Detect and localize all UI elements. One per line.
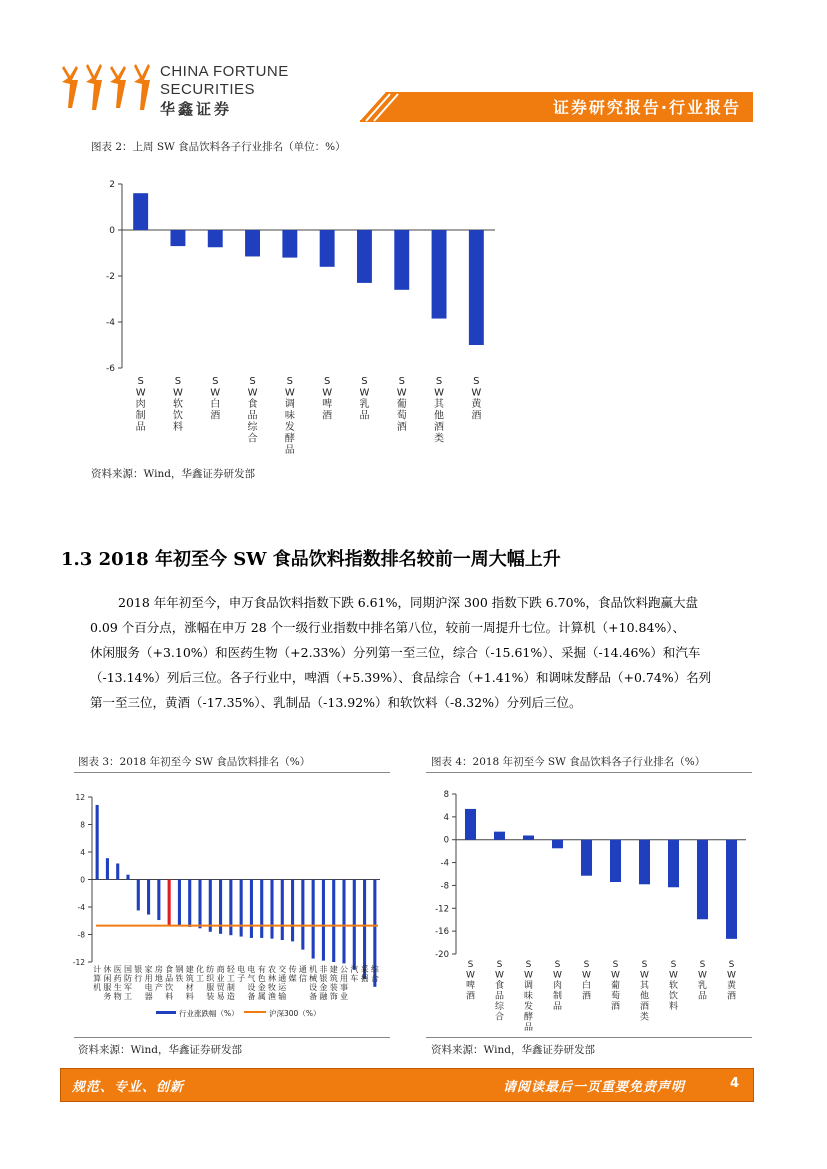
page-number: 4 bbox=[730, 1076, 740, 1091]
x-tick-label: 有色金属 bbox=[257, 965, 266, 1001]
bar bbox=[240, 880, 243, 937]
figure4-top-rule bbox=[426, 772, 752, 773]
bar bbox=[494, 832, 505, 840]
bar bbox=[157, 880, 160, 921]
company-name-en-line2: SECURITIES bbox=[160, 81, 256, 98]
bar bbox=[147, 880, 150, 915]
x-tick-label: S W 软饮料 bbox=[668, 960, 679, 1012]
bar bbox=[198, 880, 201, 929]
x-tick-label: S W 黄酒 bbox=[471, 376, 482, 422]
legend-label-line: 沪深300（%） bbox=[269, 1009, 321, 1018]
x-tick-label: S W 肉制品 bbox=[552, 960, 563, 1012]
figure2-source: 资料来源：Wind，华鑫证券研发部 bbox=[91, 468, 255, 480]
bar bbox=[322, 880, 325, 961]
x-tick-label: 轻工制造 bbox=[226, 965, 235, 1001]
bar bbox=[126, 875, 129, 880]
x-tick-label: 医药生物 bbox=[113, 965, 122, 1001]
y-tick-label: 0 bbox=[109, 226, 115, 236]
company-logo bbox=[56, 58, 156, 118]
figure3-source: 资料来源：Wind，华鑫证券研发部 bbox=[78, 1044, 242, 1056]
figure3-chart bbox=[74, 780, 390, 1030]
x-tick-label: 农林牧渔 bbox=[268, 965, 276, 1001]
x-tick-label: S W 白酒 bbox=[581, 960, 592, 1002]
figure4-caption: 图表 4：2018 年初至今 SW 食品饮料各子行业排名（%） bbox=[431, 756, 706, 768]
bar bbox=[245, 230, 260, 256]
company-name-en-line1: CHINA FORTUNE bbox=[160, 63, 289, 80]
bar bbox=[250, 880, 253, 938]
x-tick-label: S W 软饮料 bbox=[172, 376, 183, 433]
figure4-bottom-rule bbox=[426, 1037, 752, 1038]
paragraph-line: 2018 年年初至今，申万食品饮料指数下跌 6.61%，同期沪深 300 指数下跌 6.70%，食品饮料跑赢大盘 bbox=[118, 595, 698, 610]
x-tick-label: 汽车 bbox=[350, 965, 359, 983]
footer-slogan: 规范、专业、创新 bbox=[72, 1080, 185, 1095]
x-tick-label: S W 啤酒 bbox=[322, 376, 333, 422]
bar bbox=[270, 880, 273, 939]
x-tick-label: 机械设备 bbox=[309, 965, 318, 1001]
bar bbox=[312, 880, 315, 959]
y-tick-label: -16 bbox=[435, 927, 449, 938]
bar bbox=[209, 880, 212, 932]
x-tick-label: S W 其他酒类 bbox=[639, 960, 650, 1023]
bar bbox=[106, 858, 109, 879]
paragraph-line: 休闲服务（+3.10%）和医药生物（+2.33%）分列第一至三位，综合（-15.61%）、采掘（-14.46%）和汽车 bbox=[90, 645, 701, 660]
bar bbox=[188, 880, 191, 927]
y-tick-label: -8 bbox=[77, 930, 85, 940]
x-tick-label: S W 乳品 bbox=[697, 960, 708, 1002]
x-tick-label: 建筑装饰 bbox=[329, 965, 338, 1001]
company-name-cn: 华鑫证券 bbox=[160, 100, 233, 118]
y-tick-label: -20 bbox=[435, 950, 449, 960]
bar bbox=[96, 805, 99, 880]
figure3-caption: 图表 3：2018 年初至今 SW 食品饮料排名（%） bbox=[78, 756, 311, 768]
company-name-en bbox=[160, 63, 289, 99]
bar bbox=[342, 880, 345, 964]
figure3-bottom-rule bbox=[74, 1037, 390, 1038]
x-tick-label: 食品饮料 bbox=[165, 965, 174, 1001]
bar bbox=[332, 880, 335, 963]
x-tick-label: 银行 bbox=[134, 965, 143, 983]
report-type-title: 证券研究报告·行业报告 bbox=[552, 98, 741, 117]
x-tick-label: S W 肉制品 bbox=[135, 376, 146, 433]
bar bbox=[116, 863, 119, 879]
x-tick-label: 钢铁 bbox=[175, 965, 184, 983]
footer-disclaimer-link[interactable]: 请阅读最后一页重要免责声明 bbox=[502, 1080, 685, 1095]
bar bbox=[178, 880, 181, 926]
x-tick-label: 房地产 bbox=[154, 965, 163, 992]
y-tick-label: 0 bbox=[443, 835, 449, 846]
bar bbox=[291, 880, 294, 942]
bar bbox=[639, 840, 650, 885]
x-tick-label: S W 白酒 bbox=[210, 376, 221, 422]
x-tick-label: 电子 bbox=[237, 965, 246, 983]
bar bbox=[432, 230, 447, 319]
paragraph-line: 第一至三位，黄酒（-17.35%）、乳制品（-13.92%）和软饮料（-8.32%）分列后三位。 bbox=[90, 695, 582, 710]
y-tick-label: -4 bbox=[77, 903, 85, 912]
x-tick-label: 传媒 bbox=[288, 965, 297, 983]
figure2-chart bbox=[90, 170, 510, 460]
bar bbox=[320, 230, 335, 267]
section-paragraph bbox=[90, 590, 760, 715]
paragraph-line: 0.09 个百分点，涨幅在申万 28 个一级行业指数中排名第八位，较前一周提升七位。计算机（+10.84%）、 bbox=[90, 620, 686, 635]
x-tick-label: 建筑材料 bbox=[185, 965, 194, 1001]
bar bbox=[668, 840, 679, 888]
x-tick-label: S W 调味发酵品 bbox=[284, 376, 295, 456]
y-tick-label: 2 bbox=[109, 180, 115, 190]
bar bbox=[581, 840, 592, 876]
bar bbox=[260, 880, 263, 938]
y-tick-label: 8 bbox=[80, 820, 85, 830]
bar bbox=[229, 880, 232, 936]
bar bbox=[552, 840, 563, 849]
figure4-source: 资料来源：Wind，华鑫证券研发部 bbox=[431, 1044, 595, 1056]
y-tick-label: 12 bbox=[75, 793, 85, 802]
y-tick-label: -4 bbox=[106, 318, 115, 328]
x-tick-label: 化工 bbox=[196, 965, 204, 983]
x-tick-label: S W 食品综合 bbox=[494, 960, 505, 1023]
bar bbox=[170, 230, 185, 246]
y-tick-label: -8 bbox=[440, 881, 449, 892]
x-tick-label: 计算机 bbox=[93, 965, 102, 992]
bar bbox=[469, 230, 484, 345]
bar bbox=[168, 880, 171, 925]
bar bbox=[726, 840, 737, 939]
legend-swatch-bars bbox=[156, 1011, 176, 1014]
bar bbox=[357, 230, 372, 283]
bar bbox=[301, 880, 304, 950]
x-tick-label: S W 乳品 bbox=[359, 376, 370, 422]
bar bbox=[208, 230, 223, 247]
x-tick-label: 交通运输 bbox=[278, 965, 287, 1001]
y-tick-label: 8 bbox=[443, 790, 449, 800]
y-tick-label: -2 bbox=[106, 272, 115, 282]
x-tick-label: S W 其他酒类 bbox=[434, 376, 445, 445]
bar bbox=[523, 835, 534, 839]
x-tick-label: 综合 bbox=[370, 965, 379, 983]
x-tick-label: S W 黄酒 bbox=[726, 960, 737, 1002]
y-tick-label: 4 bbox=[443, 812, 449, 823]
x-tick-label: 电气设备 bbox=[247, 965, 256, 1001]
x-tick-label: 家用电器 bbox=[144, 965, 153, 1001]
x-tick-label: 公用事业 bbox=[340, 965, 348, 1001]
bar bbox=[281, 880, 284, 941]
figure3-top-rule bbox=[74, 772, 390, 773]
y-tick-label: -4 bbox=[440, 858, 449, 869]
y-tick-label: -12 bbox=[435, 904, 449, 915]
y-tick-label: -12 bbox=[72, 958, 85, 967]
y-tick-label: 0 bbox=[80, 875, 85, 885]
y-tick-label: -6 bbox=[106, 364, 115, 374]
y-tick-label: 4 bbox=[80, 848, 85, 857]
bar bbox=[610, 840, 621, 882]
x-tick-label: 商业贸易 bbox=[216, 965, 225, 1001]
x-tick-label: 采掘 bbox=[360, 965, 369, 983]
section-heading: 1.3 2018 年初至今 SW 食品饮料指数排名较前一周大幅上升 bbox=[61, 549, 561, 570]
x-tick-label: 非银金融 bbox=[319, 965, 328, 1001]
bar bbox=[137, 880, 140, 911]
x-tick-label: 国防军工 bbox=[124, 965, 132, 1001]
x-tick-label: S W 葡萄酒 bbox=[396, 376, 407, 433]
x-tick-label: 纺织服装 bbox=[206, 965, 215, 1001]
x-tick-label: 通信 bbox=[298, 965, 307, 983]
figure4-chart bbox=[426, 780, 752, 1033]
x-tick-label: S W 调味发酵品 bbox=[523, 960, 534, 1033]
bar bbox=[363, 880, 366, 979]
x-tick-label: 休闲服务 bbox=[103, 965, 112, 1001]
x-tick-label: S W 啤酒 bbox=[465, 960, 476, 1002]
legend-label-bars: 行业涨跌幅（%） bbox=[179, 1009, 239, 1018]
paragraph-line: （-13.14%）列后三位。各子行业中，啤酒（+5.39%）、食品综合（+1.41%）和调味发酵品（+0.74%）名列 bbox=[90, 670, 712, 685]
bar bbox=[697, 840, 708, 920]
figure2-caption: 图表 2：上周 SW 食品饮料各子行业排名（单位：%） bbox=[91, 141, 346, 153]
bar bbox=[394, 230, 409, 290]
bar bbox=[133, 193, 148, 230]
bar bbox=[465, 809, 476, 840]
x-tick-label: S W 葡萄酒 bbox=[610, 960, 621, 1012]
bar bbox=[282, 230, 297, 258]
x-tick-label: S W 食品综合 bbox=[247, 376, 258, 445]
